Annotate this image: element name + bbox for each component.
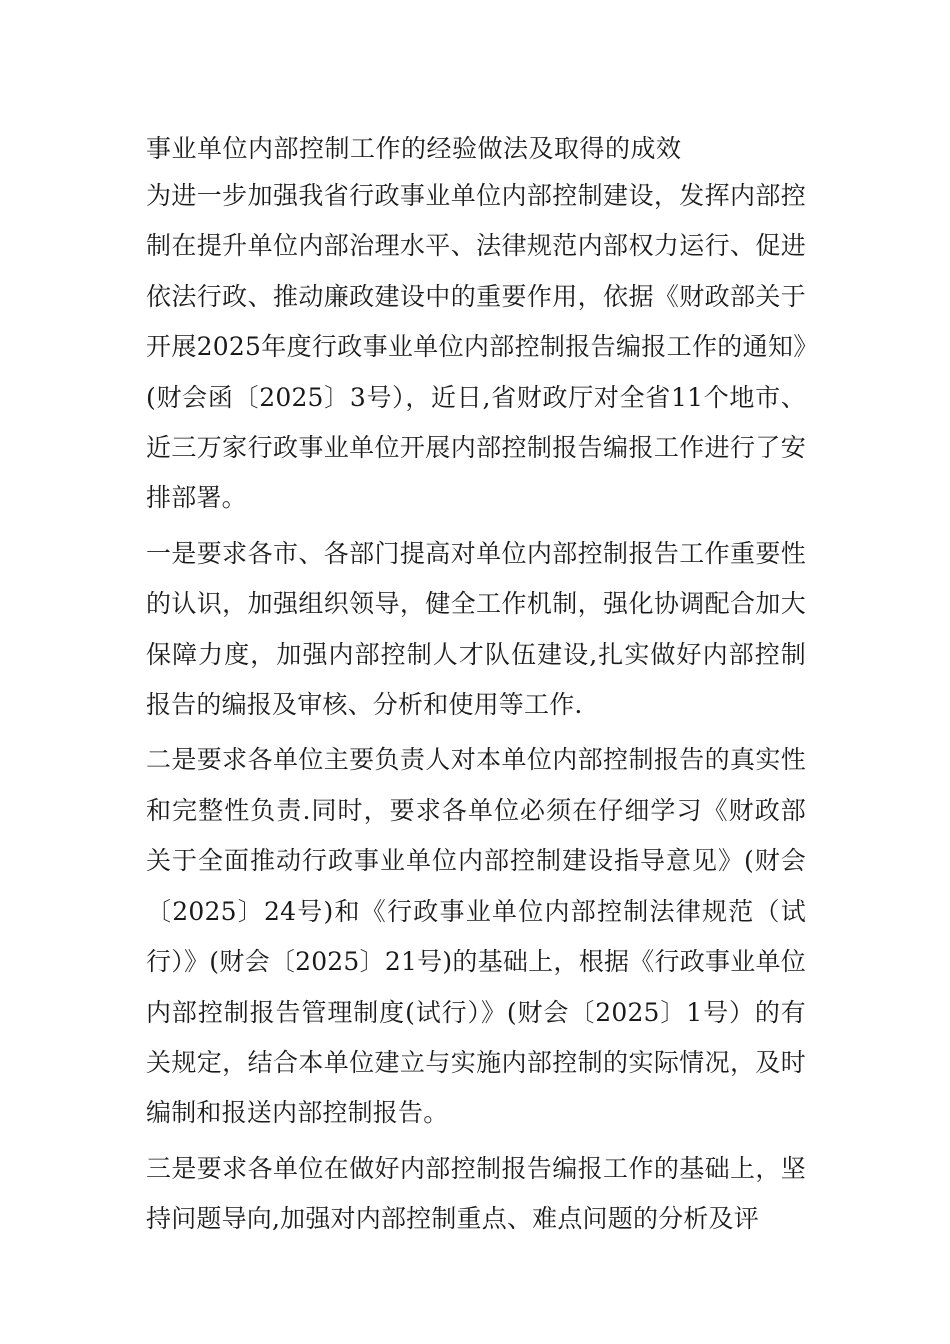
paragraph-point-two: 二是要求各单位主要负责人对本单位内部控制报告的真实性和完整性负责.同时，要求各单位必须在仔细学习《财政部关于全面推动行政事业单位内部控制建设指导意见》(财会〔2025〕24号)和《行政事业单位内部控制法律规范（试行）》(财会〔2025〕21号)的基础上，根据《行政事业单位内部控制报告管理制度(试行）》(财会〔2025〕1号）的有关规定，结合本单位建立与实施内部控制的实际情况，及时编制和报送内部控制报告。 [146,745,806,1128]
paragraph-point-three: 三是要求各单位在做好内部控制报告编报工作的基础上，坚持问题导向,加强对内部控制重点、难点问题的分析及评 [146,1153,806,1234]
paragraph-intro: 为进一步加强我省行政事业单位内部控制建设，发挥内部控制在提升单位内部治理水平、法律规范内部权力运行、促进依法行政、推动廉政建设中的重要作用，依据《财政部关于开展2025年度行政事业单位内部控制报告编报工作的通知》(财会函〔2025〕3号），近日,省财政厅对全省11个地市、近三万家行政事业单位开展内部控制报告编报工作进行了安排部署。 [146,181,806,513]
paragraph-point-one: 一是要求各市、各部门提高对单位内部控制报告工作重要性的认识，加强组织领导，健全工作机制，强化协调配合加大保障力度，加强内部控制人才队伍建设,扎实做好内部控制报告的编报及审核、分析和使用等工作. [146,538,806,720]
document-page [146,132,806,1245]
document-title: 事业单位内部控制工作的经验做法及取得的成效 [146,134,682,163]
